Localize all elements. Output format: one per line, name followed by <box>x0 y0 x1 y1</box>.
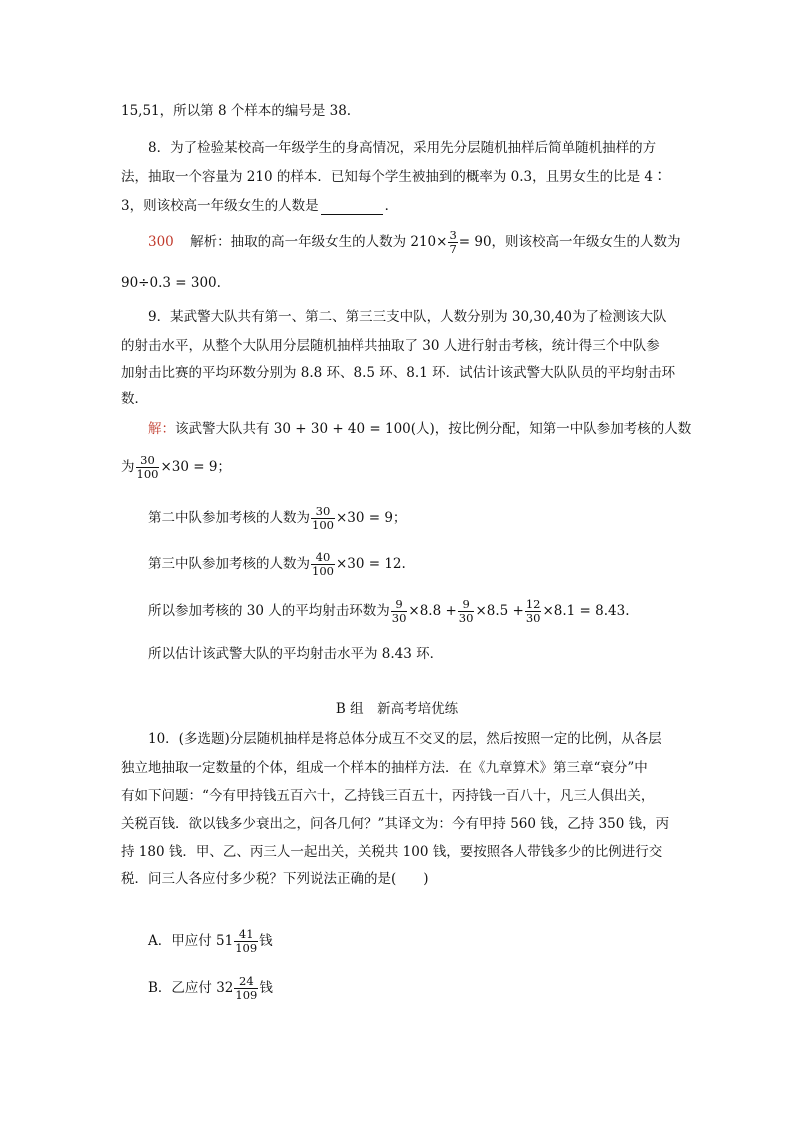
q9-line3: 加射击比赛的平均环数分别为 8.8 环、8.5 环、8.1 环．试估计该武警大队队员的平均射击环 <box>121 365 676 381</box>
q8-solution <box>148 229 681 256</box>
q9-solution-line2: 为 $\frac{30}{100}$ ×30 = 9； <box>121 453 231 481</box>
q8-solution-rest: = 90，则该校高一年级女生的人数为 <box>458 234 681 250</box>
q8-line3-end: ． <box>384 198 399 214</box>
q8-solution-text: 解析：抽取的高一年级女生的人数为 210× <box>190 234 448 250</box>
q8-line2: 法，抽取一个容量为 210 的样本．已知每个学生被抽到的概率为 0.3，且男女生的比是 4∶ <box>121 169 667 185</box>
q8-line3-text: 3，则该校高一年级女生的人数是 <box>121 198 319 214</box>
q8-line1: 8．为了检验某校高一年级学生的身高情况，采用先分层随机抽样后简单随机抽样的方 <box>148 140 657 156</box>
q9-line2: 的射击水平，从整个大队用分层随机抽样共抽取了 30 人进行射击考核，统计得三个中队参 <box>121 338 660 354</box>
q9-solution-line4: 第三中队参加考核的人数为 $\frac{40}{100}$ ×30 = 12. <box>148 550 406 578</box>
answer-blank <box>321 200 383 215</box>
q9-solution-line3: 第二中队参加考核的人数为 $\frac{30}{100}$ ×30 = 9； <box>148 504 407 532</box>
q9-line1: 9．某武警大队共有第一、第二、第三三支中队，人数分别为 30,30,40为了检测该大队 <box>148 309 667 325</box>
fraction-12-30: $\frac{12}{30}$ <box>525 597 541 625</box>
q10-line2: 独立地抽取一定数量的个体，组成一个样本的抽样方法．在《九章算术》第三章“衰分”中 <box>121 760 648 776</box>
q9-solution-line1 <box>148 420 691 438</box>
fraction-9-30: $\frac{9}{30}$ <box>391 597 407 625</box>
option-b: B．乙应付 32 $\frac{24}{109}$ 钱 <box>148 974 273 1002</box>
fraction-30-100: $\frac{30}{100}$ <box>312 504 334 532</box>
fraction-30-100: $\frac{30}{100}$ <box>136 453 159 481</box>
fraction-41-109: $\frac{41}{109}$ <box>235 927 258 955</box>
fraction-40-100: $\frac{40}{100}$ <box>312 550 334 578</box>
q10-line5: 持 180 钱．甲、乙、丙三人一起出关，关税共 100 钱，要按照各人带钱多少的比例进行交 <box>121 844 663 860</box>
q9-line4: 数． <box>121 391 148 407</box>
q9-solution-line6: 所以估计该武警大队的平均射击水平为 8.43 环． <box>148 646 444 662</box>
q9-solution-text: 该武警大队共有 30 + 30 + 40 = 100(人)，按比例分配，知第一中队参加考核的人数 <box>175 421 692 437</box>
q8-solution-line2: 90÷0.3 = 300. <box>121 275 221 291</box>
q10-line3: 有如下问题：“今有甲持钱五百六十，乙持钱三百五十，丙持钱一百八十，凡三人俱出关， <box>121 788 655 804</box>
q8-answer: 300 <box>148 234 174 250</box>
fraction-24-109: $\frac{24}{109}$ <box>235 974 258 1002</box>
q10-line1: 10．(多选题)分层随机抽样是将总体分成互不交叉的层，然后按照一定的比例，从各层 <box>148 731 662 747</box>
q7-answer-tail: 15,51，所以第 8 个样本的编号是 38. <box>121 103 352 119</box>
fraction-9-30: $\frac{9}{30}$ <box>458 597 474 625</box>
fraction-3-7: $\frac{3}{7}$ <box>449 228 457 256</box>
option-a: A．甲应付 51 $\frac{41}{109}$ 钱 <box>148 927 273 955</box>
q9-solution-line5: 所以参加考核的 30 人的平均射击环数为 $\frac{9}{30}$ ×8.8 + $\frac{9}{30}$ ×8.5 + $\frac{12}{30}$ ×8.1 = 8.43. <box>148 597 630 625</box>
solution-label: 解： <box>148 421 175 437</box>
section-heading: B 组 新高考培优练 <box>335 701 459 717</box>
q8-line3 <box>121 197 398 215</box>
q10-line6: 税．问三人各应付多少税？下列说法正确的是( ) <box>121 871 429 887</box>
q10-line4: 关税百钱．欲以钱多少衰出之，问各几何？”其译文为：今有甲持 560 钱，乙持 350 钱，丙 <box>121 816 670 832</box>
